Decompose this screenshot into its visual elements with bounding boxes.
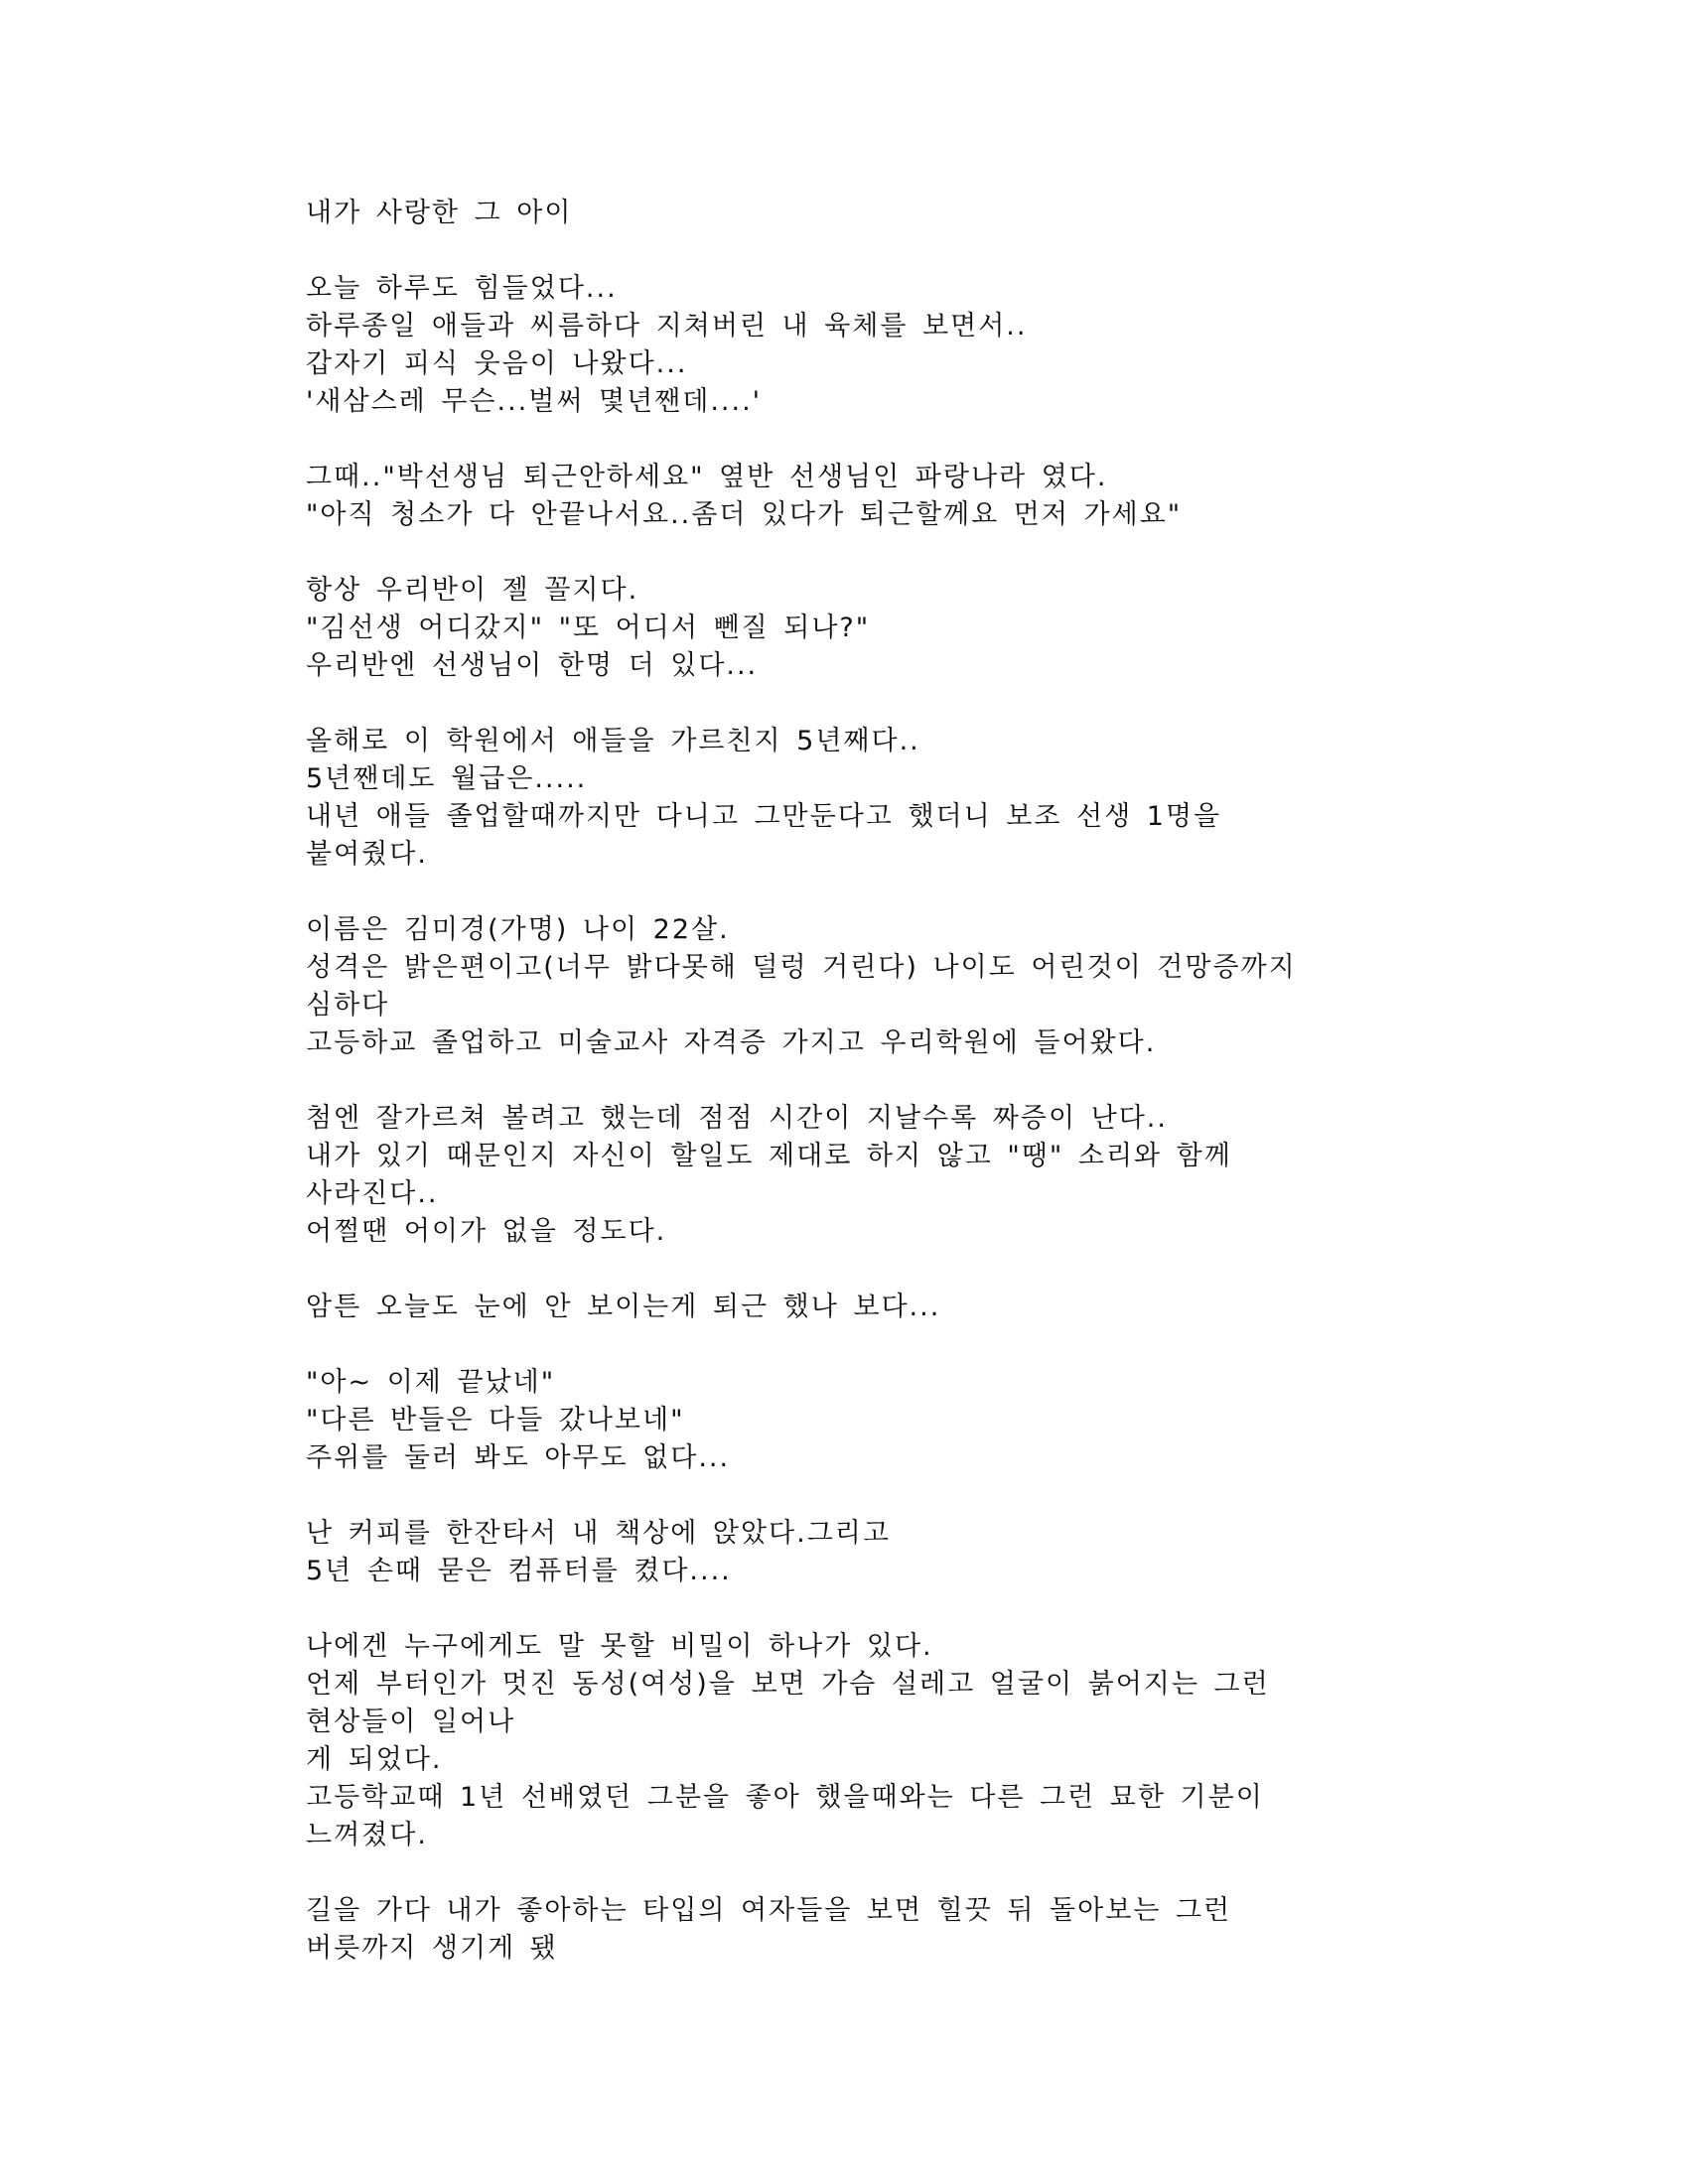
blank-line: [306, 421, 1418, 459]
text-line: 게 되었다.: [306, 1744, 443, 1775]
text-line: 5년 손때 묻은 컴퓨터를 켰다....: [306, 1556, 732, 1586]
text-line: 암튼 오늘도 눈에 안 보이는게 퇴근 했나 보다...: [306, 1292, 941, 1322]
blank-line: [306, 232, 1418, 270]
text-line: 갑자기 피식 웃음이 나왔다...: [306, 348, 688, 379]
text-line: 사라진다..: [306, 1178, 439, 1209]
blank-line: [306, 874, 1418, 911]
text-line: 고등학교때 1년 선배였던 그분을 좋아 했을때와는 다른 그런 묘한 기분이: [306, 1782, 1264, 1813]
text-line: "아직 청소가 다 안끝나서요..좀더 있다가 퇴근할께요 먼저 가세요": [306, 499, 1183, 530]
text-line: 올해로 이 학원에서 애들을 가르친지 5년째다..: [306, 726, 920, 756]
text-line: 고등하교 졸업하고 미술교사 자격증 가지고 우리학원에 들어왔다.: [306, 1027, 1157, 1058]
text-line: 우리반엔 선생님이 한명 더 있다...: [306, 650, 759, 681]
document-title: 내가 사랑한 그 아이: [306, 198, 573, 228]
text-line: 현상들이 일어나: [306, 1706, 516, 1737]
text-line: 주위를 둘러 봐도 아무도 없다...: [306, 1442, 731, 1473]
blank-line: [306, 1854, 1418, 1892]
text-line: 난 커피를 한잔타서 내 책상에 앉았다.그리고: [306, 1518, 891, 1549]
text-line: 첨엔 잘가르쳐 볼려고 했는데 점점 시간이 지날수록 짜증이 난다..: [306, 1103, 1168, 1134]
text-line: 이름은 김미경(가명) 나이 22살.: [306, 914, 730, 945]
text-line: '새삼스레 무슨...벌써 몇년짼데....': [306, 386, 763, 417]
blank-line: [306, 1590, 1418, 1628]
text-line: 하루종일 애들과 씨름하다 지쳐버린 내 육체를 보면서..: [306, 311, 1028, 341]
blank-line: [306, 1062, 1418, 1100]
text-line: 버릇까지 생기게 됐: [306, 1933, 558, 1964]
document-body: [306, 195, 1418, 1968]
text-line: 느껴졌다.: [306, 1820, 428, 1850]
text-line: 붙여줬다.: [306, 839, 428, 870]
text-line: "김선생 어디갔지" "또 어디서 뻰질 되나?": [306, 613, 871, 643]
text-line: 항상 우리반이 젤 꼴지다.: [306, 575, 639, 606]
blank-line: [306, 1326, 1418, 1364]
text-line: 내가 있기 때문인지 자신이 할일도 제대로 하지 않고 "땡" 소리와 함께: [306, 1141, 1232, 1171]
text-line: 내년 애들 졸업할때까지만 다니고 그만둔다고 했더니 보조 선생 1명을: [306, 801, 1222, 832]
text-line: 길을 가다 내가 좋아하는 타입의 여자들을 보면 힐끗 뒤 돌아보는 그런: [306, 1895, 1232, 1926]
blank-line: [306, 685, 1418, 723]
text-line: 어쩔땐 어이가 없을 정도다.: [306, 1216, 667, 1247]
text-line: 그때.."박선생님 퇴근안하세요" 옆반 선생님인 파랑나라 였다.: [306, 462, 1108, 492]
text-line: 5년짼데도 월급은.....: [306, 763, 588, 794]
text-line: "아~ 이제 끝났네": [306, 1367, 556, 1398]
text-line: 성격은 밝은편이고(너무 밝다못해 덜렁 거린다) 나이도 어린것이 건망증까지: [306, 952, 1297, 983]
text-line: 오늘 하루도 힘들었다...: [306, 273, 618, 304]
blank-line: [306, 534, 1418, 572]
blank-line: [306, 1477, 1418, 1515]
text-line: "다른 반들은 다들 갔나보네": [306, 1405, 685, 1435]
text-line: 나에겐 누구에게도 말 못할 비밀이 하나가 있다.: [306, 1631, 933, 1662]
blank-line: [306, 1251, 1418, 1289]
text-line: 심하다: [306, 990, 390, 1021]
text-line: 언제 부터인가 멋진 동성(여성)을 보면 가슴 설레고 얼굴이 붉어지는 그런: [306, 1669, 1270, 1700]
